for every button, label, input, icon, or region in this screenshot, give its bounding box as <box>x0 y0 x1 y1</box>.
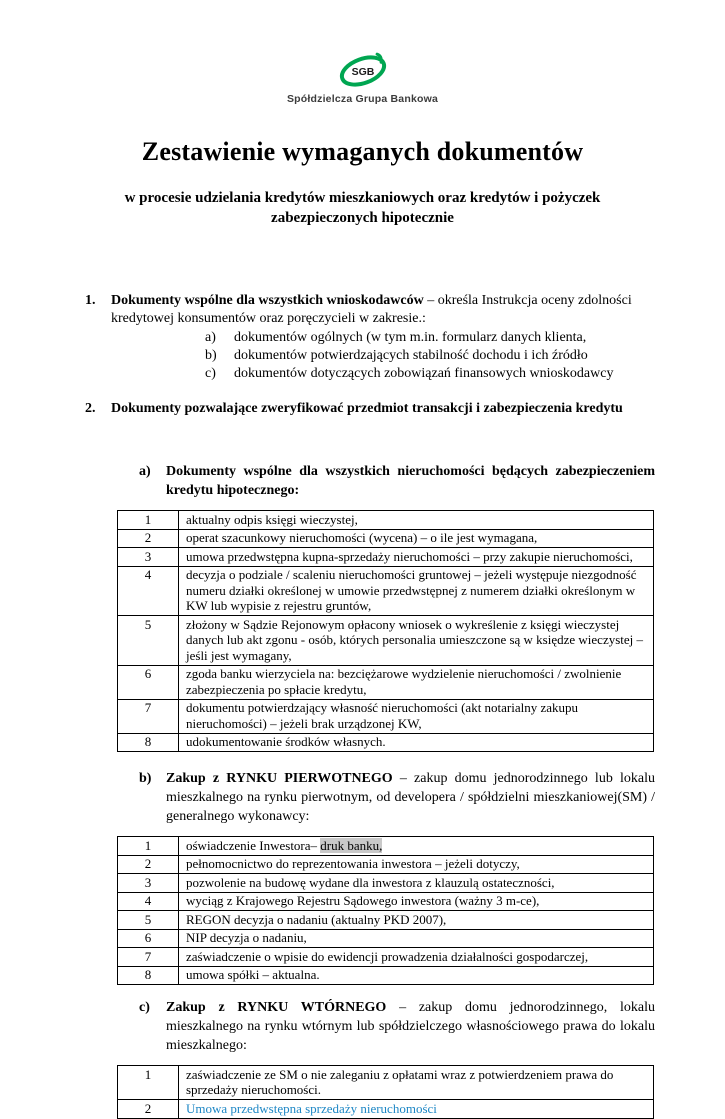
list-marker: b) <box>205 348 217 363</box>
row-number: 1 <box>118 511 179 530</box>
document-link[interactable]: Umowa przedwstępna sprzedaży nieruchomości <box>186 1100 437 1116</box>
section-1-heading <box>85 292 645 328</box>
bank-logo <box>0 50 725 105</box>
row-text: złożony w Sądzie Rejonowym opłacony wniosek o wykreślenie z księgi wieczystej danych lub akt zgonu - osób, których personalia umieszczone są w księdze wieczystej – jeśli jest wymagany, <box>179 616 654 666</box>
row-text: zaświadczenie o wpisie do ewidencji prowadzenia działalności gospodarczej, <box>179 948 654 967</box>
row-text: umowa przedwstępna kupna-sprzedaży nieruchomości – przy zakupie nieruchomości, <box>179 548 654 567</box>
subsection-a-marker: a) <box>139 464 151 479</box>
table-row <box>118 665 654 699</box>
section-2-number: 2. <box>85 401 96 416</box>
table-row <box>118 911 654 930</box>
subsection-c-heading <box>139 998 655 1055</box>
subsection-c-marker: c) <box>139 1000 150 1015</box>
table-row <box>118 529 654 548</box>
row-number: 1 <box>118 1066 179 1100</box>
subsection-c-text <box>166 998 655 1055</box>
row-number: 8 <box>118 966 179 985</box>
section-1-rest: – określa Instrukcja oceny zdolności kredytowej konsumentów oraz poręczycieli w zakresie.: <box>111 293 632 326</box>
list-marker: a) <box>205 330 216 345</box>
row-text: zgoda banku wierzyciela na: bezciężarowe wydzielenie nieruchomości / zwolnienie zabezpieczenia po spłacie kredytu, <box>179 665 654 699</box>
row-text: zaświadczenie ze SM o nie zaleganiu z opłatami wraz z potwierdzeniem prawa do sprzedaży nieruchomości. <box>179 1066 654 1100</box>
section-1-list <box>205 329 725 383</box>
row-text: wyciąg z Krajowego Rejestru Sądowego inwestora (ważny 3 m-ce), <box>179 892 654 911</box>
table-row <box>118 548 654 567</box>
row-number: 7 <box>118 948 179 967</box>
table-secondary-market <box>117 1065 654 1119</box>
subsection-b-rest: – zakup domu jednorodzinnego lub lokalu mieszkalnego na rynku pierwotnym, od developera / spółdzielni mieszkaniowej(SM) / generalnego wykonawcy: <box>166 771 655 824</box>
row-number: 3 <box>118 874 179 893</box>
row-text: NIP decyzja o nadaniu, <box>179 929 654 948</box>
subtitle-line-1: w procesie udzielania kredytów mieszkaniowych oraz kredytów i pożyczek <box>124 190 601 206</box>
row-number: 2 <box>118 855 179 874</box>
table-row <box>118 511 654 530</box>
list-item-text: dokumentów potwierdzających stabilność dochodu i ich źródło <box>234 348 588 363</box>
table-row <box>118 966 654 985</box>
row-number: 7 <box>118 699 179 733</box>
row-number: 4 <box>118 892 179 911</box>
row-text: pozwolenie na budowę wydane dla inwestora z klauzulą ostateczności, <box>179 874 654 893</box>
sgb-abbr: SGB <box>351 66 374 78</box>
subsection-c-rest: – zakup domu jednorodzinnego, lokalu mieszkalnego na rynku wtórnym lub spółdzielczego własnościowego prawa do lokalu mieszkalnego: <box>166 1000 655 1053</box>
table-row <box>118 874 654 893</box>
bank-name: Spółdzielcza Grupa Bankowa <box>286 93 439 105</box>
row-number: 6 <box>118 665 179 699</box>
row-number: 8 <box>118 733 179 752</box>
table-row <box>118 929 654 948</box>
table-common-documents <box>117 510 654 752</box>
row-number: 2 <box>118 1100 179 1119</box>
subsection-b-bold: Zakup z RYNKU PIERWOTNEGO <box>166 771 393 786</box>
subsection-a-heading <box>139 462 655 500</box>
row-text-plain: oświadczenie Inwestora– <box>186 837 321 853</box>
highlighted-text: druk banku, <box>320 837 383 853</box>
list-item <box>205 365 725 383</box>
subtitle-line-2: zabezpieczonych hipotecznie <box>271 210 454 226</box>
section-1-bold: Dokumenty wspólne dla wszystkich wnioskodawców <box>111 293 424 308</box>
row-number: 3 <box>118 548 179 567</box>
row-number: 6 <box>118 929 179 948</box>
row-text <box>179 837 654 856</box>
row-text: umowa spółki – aktualna. <box>179 966 654 985</box>
row-number: 1 <box>118 837 179 856</box>
list-marker: c) <box>205 366 216 381</box>
row-number: 5 <box>118 911 179 930</box>
section-1-number: 1. <box>85 293 96 308</box>
subsection-b-text <box>166 769 655 826</box>
table-row <box>118 1100 654 1119</box>
section-2-heading <box>85 400 645 418</box>
subsection-a-text: Dokumenty wspólne dla wszystkich nieruchomości będących zabezpieczeniem kredytu hipotecznego: <box>166 464 655 498</box>
table-row <box>118 855 654 874</box>
table-row <box>118 892 654 911</box>
page-title: Zestawienie wymaganych dokumentów <box>141 137 584 166</box>
subsection-b-heading <box>139 769 655 826</box>
sgb-swoosh-icon <box>330 50 396 92</box>
row-text: operat szacunkowy nieruchomości (wycena) – o ile jest wymagana, <box>179 529 654 548</box>
list-item-text: dokumentów dotyczących zobowiązań finansowych wnioskodawcy <box>234 366 614 381</box>
table-row <box>118 1066 654 1100</box>
row-number: 5 <box>118 616 179 666</box>
list-item <box>205 347 725 365</box>
table-row <box>118 948 654 967</box>
row-text: aktualny odpis księgi wieczystej, <box>179 511 654 530</box>
row-text: pełnomocnictwo do reprezentowania inwestora – jeżeli dotyczy, <box>179 855 654 874</box>
page-subtitle <box>0 188 725 228</box>
list-item <box>205 329 725 347</box>
subsection-c-bold: Zakup z RYNKU WTÓRNEGO <box>166 1000 387 1015</box>
row-number: 4 <box>118 566 179 616</box>
table-row <box>118 733 654 752</box>
list-item-text: dokumentów ogólnych (w tym m.in. formularz danych klienta, <box>234 330 587 345</box>
row-text <box>179 1100 654 1119</box>
row-number: 2 <box>118 529 179 548</box>
table-row <box>118 699 654 733</box>
row-text: dokumentu potwierdzający własność nieruchomości (akt notarialny zakupu nieruchomości) – jeżeli brak urządzonej KW, <box>179 699 654 733</box>
table-row <box>118 616 654 666</box>
table-row <box>118 566 654 616</box>
row-text: REGON decyzja o nadaniu (aktualny PKD 2007), <box>179 911 654 930</box>
table-primary-market <box>117 836 654 985</box>
table-row <box>118 837 654 856</box>
row-text: decyzja o podziale / scaleniu nieruchomości gruntowej – jeżeli występuje niezgodność numeru działki określonej w umowie przedwstępnej z numerem działki określonym w KW lub wypisie z rejestru gruntów, <box>179 566 654 616</box>
section-1-text <box>111 292 645 328</box>
subsection-b-marker: b) <box>139 771 152 786</box>
row-text: udokumentowanie środków własnych. <box>179 733 654 752</box>
section-2-text: Dokumenty pozwalające zweryfikować przedmiot transakcji i zabezpieczenia kredytu <box>111 401 623 416</box>
